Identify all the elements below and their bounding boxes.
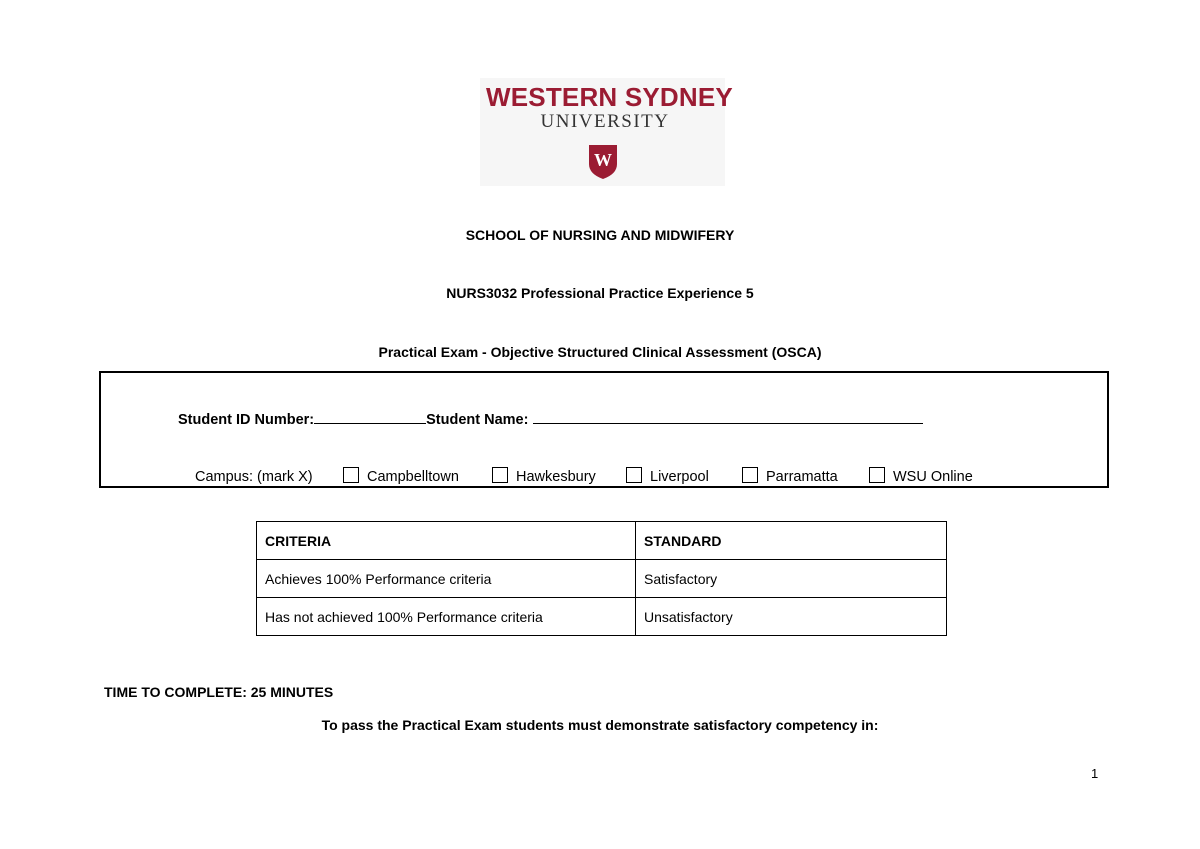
- hawkesbury-label: Hawkesbury: [516, 469, 596, 485]
- logo-title: WESTERN SYDNEY: [486, 82, 733, 112]
- time-to-complete: TIME TO COMPLETE: 25 MINUTES: [104, 684, 334, 700]
- shield-letter: W: [594, 150, 612, 170]
- student-id-row: [178, 409, 923, 429]
- page-number: 1: [1091, 766, 1099, 781]
- parramatta-label: Parramatta: [766, 469, 838, 485]
- pass-statement: To pass the Practical Exam students must demonstrate satisfactory competency in:: [321, 717, 879, 733]
- shield-icon: [588, 144, 618, 180]
- student-name-field[interactable]: [533, 409, 923, 424]
- campus-label: Campus: (mark X): [195, 469, 313, 485]
- standard-header: STANDARD: [636, 522, 947, 560]
- student-id-label: Student ID Number:: [178, 412, 315, 428]
- wsu-online-checkbox[interactable]: [869, 467, 885, 483]
- campbelltown-label: Campbelltown: [367, 469, 459, 485]
- hawkesbury-checkbox[interactable]: [492, 467, 508, 483]
- campbelltown-checkbox[interactable]: [343, 467, 359, 483]
- liverpool-label: Liverpool: [650, 469, 709, 485]
- parramatta-checkbox[interactable]: [742, 467, 758, 483]
- table-header-row: [257, 522, 947, 560]
- standard-cell: Satisfactory: [636, 560, 947, 598]
- student-id-field[interactable]: [314, 409, 426, 424]
- student-info-box: [99, 371, 1109, 488]
- logo-subtitle: UNIVERSITY: [540, 111, 670, 132]
- exam-heading: Practical Exam - Objective Structured Clinical Assessment (OSCA): [378, 344, 822, 360]
- unit-heading: NURS3032 Professional Practice Experience 5: [446, 285, 754, 301]
- wsu-online-label: WSU Online: [893, 469, 973, 485]
- table-row: [257, 598, 947, 636]
- criteria-table: [256, 521, 947, 636]
- criteria-header: CRITERIA: [257, 522, 636, 560]
- criteria-cell: Achieves 100% Performance criteria: [257, 560, 636, 598]
- table-row: [257, 560, 947, 598]
- standard-cell: Unsatisfactory: [636, 598, 947, 636]
- criteria-cell: Has not achieved 100% Performance criteria: [257, 598, 636, 636]
- liverpool-checkbox[interactable]: [626, 467, 642, 483]
- student-name-label: Student Name:: [426, 412, 529, 428]
- university-logo: [480, 78, 733, 186]
- school-heading: SCHOOL OF NURSING AND MIDWIFERY: [465, 227, 735, 243]
